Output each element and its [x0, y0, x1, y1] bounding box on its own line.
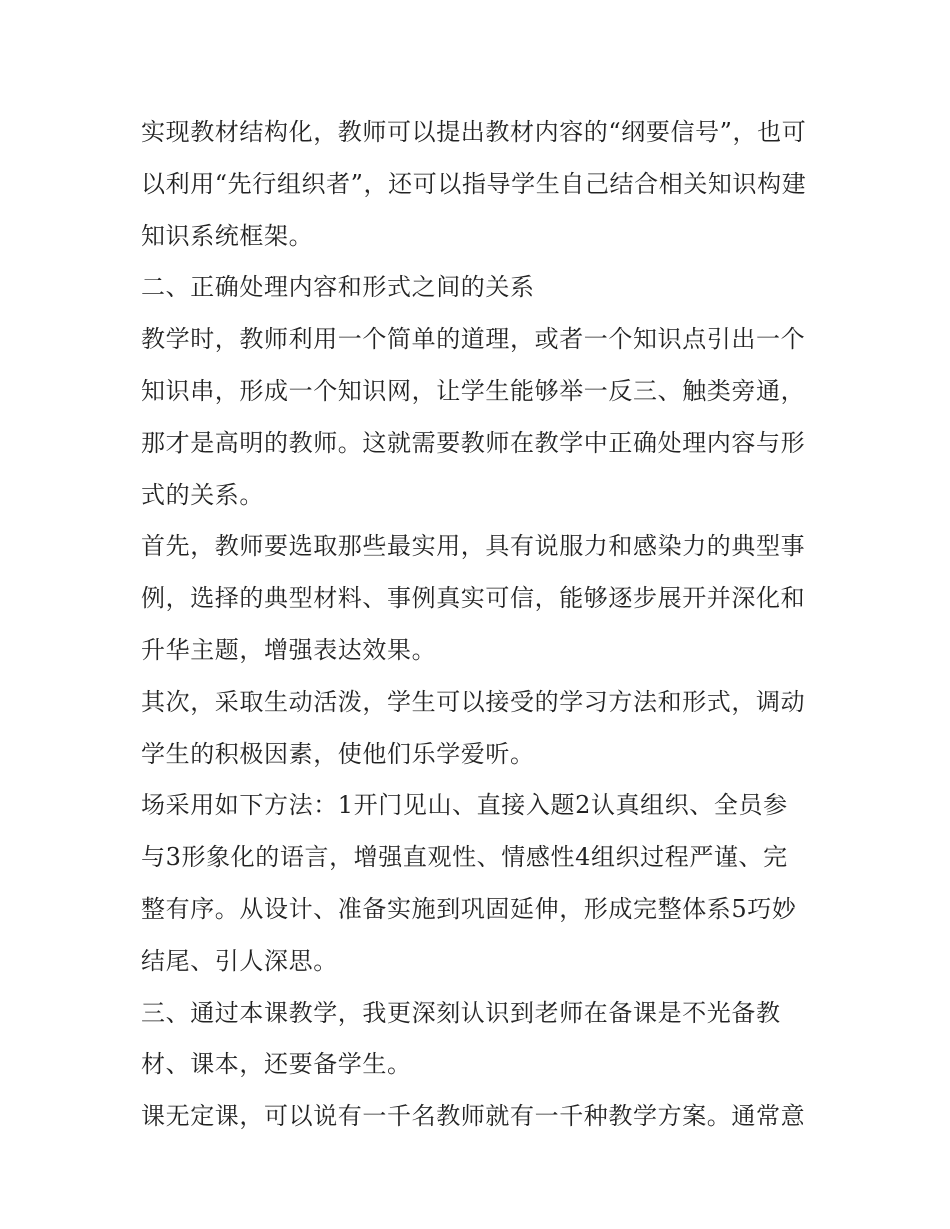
text-line: 式的关系。 [141, 480, 264, 509]
text-line: 与3形象化的语言，增强直观性、情感性4组织过程严谨、完 [141, 843, 788, 872]
text-line: 升华主题，增强表达效果。 [141, 635, 437, 664]
section-heading: 三、通过本课教学，我更深刻认识到老师在备课是不光备教 [141, 998, 781, 1027]
text-line: 教学时，教师利用一个简单的道理，或者一个知识点引出一个 [141, 325, 806, 354]
text-line: 其次，采取生动活泼，学生可以接受的学习方法和形式，调动 [141, 687, 806, 716]
text-line: 结尾、引人深思。 [141, 946, 338, 975]
text-line: 学生的积极因素，使他们乐学爱听。 [141, 739, 535, 768]
text-line: 课无定课，可以说有一千名教师就有一千种教学方案。通常意 [141, 1102, 806, 1131]
document-body [141, 107, 821, 1143]
text-line: 整有序。从设计、准备实施到巩固延伸，形成完整体系5巧妙 [141, 894, 797, 923]
text-line: 以利用“先行组织者”，还可以指导学生自己结合相关知识构建 [141, 169, 807, 198]
text-line: 场采用如下方法：1开门见山、直接入题2认真组织、全员参 [141, 791, 788, 820]
text-line: 例，选择的典型材料、事例真实可信，能够逐步展开并深化和 [141, 584, 806, 613]
section-heading: 二、正确处理内容和形式之间的关系 [141, 273, 535, 302]
text-line: 知识串，形成一个知识网，让学生能够举一反三、触类旁通， [141, 376, 806, 405]
text-line: 那才是高明的教师。这就需要教师在教学中正确处理内容与形 [141, 428, 806, 457]
text-line: 实现教材结构化，教师可以提出教材内容的“纲要信号”，也可 [141, 118, 807, 146]
text-line: 知识系统框架。 [141, 221, 314, 250]
text-line: 材、课本，还要备学生。 [141, 1050, 412, 1079]
text-line: 首先，教师要选取那些最实用，具有说服力和感染力的典型事 [141, 532, 806, 561]
